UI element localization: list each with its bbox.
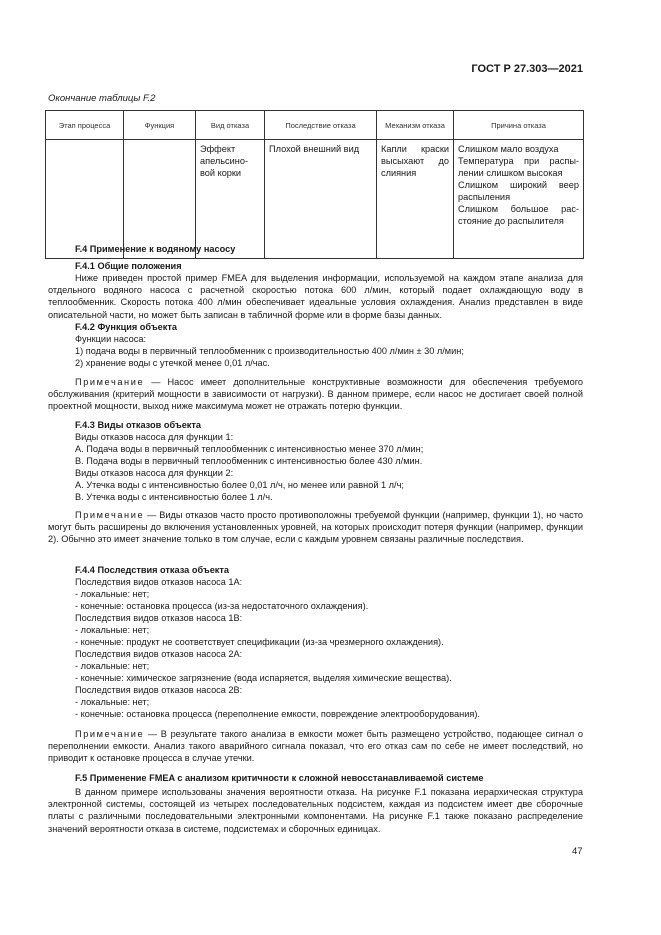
fmea-table xyxy=(45,110,584,259)
section-f44-line: - конечные: остановка процесса (переполнение емкости, повреждение электрооборудования). xyxy=(75,709,480,719)
section-f41-text: Ниже приведен простой пример FMEA для выделения информации, используемой на каждом этапе анализа для отдельного водяного насоса с расчетной скоростью потока 600 л/мин, который подает охлаждающую воду в теплообменник. Скорость потока 400 л/мин обеспечивает идеальные условия охлаждения. Анализ представлен в виде описательной части, но может быть записан в табличной форме или в форме базы данных. xyxy=(48,273,583,320)
cause-line: Слишком большое рас-стояние до распылителя xyxy=(458,204,579,226)
col-header-mechanism: Механизм отказа xyxy=(377,111,454,140)
section-f44-line: - локальные: нет; xyxy=(75,589,150,599)
section-f42-line: 1) подача воды в первичный теплообменник с производительностью 400 л/мин ± 30 л/мин; xyxy=(75,346,464,356)
section-f42-line: Функции насоса: xyxy=(75,334,146,344)
section-f44-line: - конечные: остановка процесса (из-за недостаточного охлаждения). xyxy=(75,601,369,611)
section-f43-line: Виды отказов насоса для функции 2: xyxy=(75,468,234,478)
section-f43-line: А. Утечка воды с интенсивностью более 0,01 л/ч, но менее или равной 1 л/ч; xyxy=(75,480,404,490)
section-f43-line: А. Подача воды в первичный теплообменник с интенсивностью менее 370 л/мин; xyxy=(75,444,424,454)
section-f43-title: F.4.3 Виды отказов объекта xyxy=(75,420,202,430)
section-f42-title: F.4.2 Функция объекта xyxy=(75,322,177,332)
section-f5-text: В данном примере использованы значения вероятности отказа. На рисунке F.1 показана иерархическая структура электронной системы, состоящей из четырех последовательных подсистем, каждая из подсистем имеет две сборочные платы с различными последовательными электронными компонентами. На рисунке F.1 также показано распределение значений вероятности отказа в системе, подсистемах и сборочных единицах. xyxy=(48,787,583,834)
section-f5-title: F.5 Применение FMEA с анализом критичности к сложной невосстанавливаемой системе xyxy=(75,773,484,783)
note-text: — Виды отказов часто просто противоположны требуемой функции (например, функции 1), но часто могут быть расширены до включения установленных уровней, на которых происходит потеря функции (например, функции 2). Обычно это имеет значение только в том случае, если с каждым уровнем связаны различные последствия. xyxy=(48,510,583,545)
cell-mechanism: Капли краски высыхают до слияния xyxy=(377,140,454,259)
cell-stage xyxy=(46,140,124,259)
section-f44-line: Последствия видов отказов насоса 1А: xyxy=(75,577,243,587)
section-f44-line: Последствия видов отказов насоса 2А: xyxy=(75,649,243,659)
section-f44-title: F.4.4 Последствия отказа объекта xyxy=(75,565,230,575)
note-label: Примечание xyxy=(75,510,145,520)
note-label: Примечание xyxy=(75,729,145,739)
section-f44-line: Последствия видов отказов насоса 2В: xyxy=(75,685,243,695)
note-text: — В результате такого анализа в емкости может быть размещено устройство, подающее сигнал о переполнении емкости. Анализ такого аварийного сигнала показал, что его отказ сам по себе не имеет последствий, но приводит к остановке процесса в случае утечки. xyxy=(48,729,583,764)
cause-line: Температура при распы-лении слишком высокая xyxy=(458,156,579,178)
cell-cause xyxy=(454,140,584,259)
section-f44-line: - локальные: нет; xyxy=(75,625,150,635)
col-header-stage: Этап процесса xyxy=(46,111,124,140)
section-f44-line: - локальные: нет; xyxy=(75,661,150,671)
table-header-row xyxy=(46,111,584,140)
cell-function xyxy=(124,140,196,259)
section-f43-line: Виды отказов насоса для функции 1: xyxy=(75,432,234,442)
table-caption: Окончание таблицы F.2 xyxy=(48,93,156,104)
page-number: 47 xyxy=(572,846,583,857)
section-f43-line: В. Подача воды в первичный теплообменник с интенсивностью более 430 л/мин. xyxy=(75,456,423,466)
section-f43-line: В. Утечка воды с интенсивностью более 1 л/ч. xyxy=(75,492,273,502)
cell-mode: Эффект апельсино-вой корки xyxy=(196,140,265,259)
note-label: Примечание xyxy=(75,377,145,387)
cell-effect: Плохой внешний вид xyxy=(265,140,377,259)
note-3 xyxy=(48,728,583,765)
section-f4-title: F.4 Применение к водяному насосу xyxy=(75,244,236,254)
note-2 xyxy=(48,509,583,546)
section-f41-title: F.4.1 Общие положения xyxy=(75,261,182,271)
note-text: — Насос имеет дополнительные конструктивные возможности для обеспечения требуемого обслуживания (критерий мощности в зависимости от нагрузки). В данном примере, если насос не достигает своей полной проектной мощности, выход ниже максимума может не отражать потерю функции. xyxy=(48,377,583,412)
document-code: ГОСТ Р 27.303—2021 xyxy=(471,63,583,75)
section-f44-line: - локальные: нет; xyxy=(75,697,150,707)
table-row xyxy=(46,140,584,259)
col-header-function: Функция xyxy=(124,111,196,140)
section-f44-line: - конечные: продукт не соответствует спецификации (из-за чрезмерного охлаждения). xyxy=(75,637,444,647)
col-header-cause: Причина отказа xyxy=(454,111,584,140)
cause-line: Слишком мало воздуха xyxy=(458,144,559,154)
note-1 xyxy=(48,376,583,413)
section-f42-line: 2) хранение воды с утечкой менее 0,01 л/час. xyxy=(75,358,270,368)
section-f44-line: - конечные: химическое загрязнение (вода испаряется, выделяя химические вещества). xyxy=(75,673,452,683)
col-header-effect: Последствие отказа xyxy=(265,111,377,140)
col-header-mode: Вид отказа xyxy=(196,111,265,140)
section-f44-line: Последствия видов отказов насоса 1В: xyxy=(75,613,243,623)
cause-line: Слишком широкий веер распыления xyxy=(458,180,579,202)
